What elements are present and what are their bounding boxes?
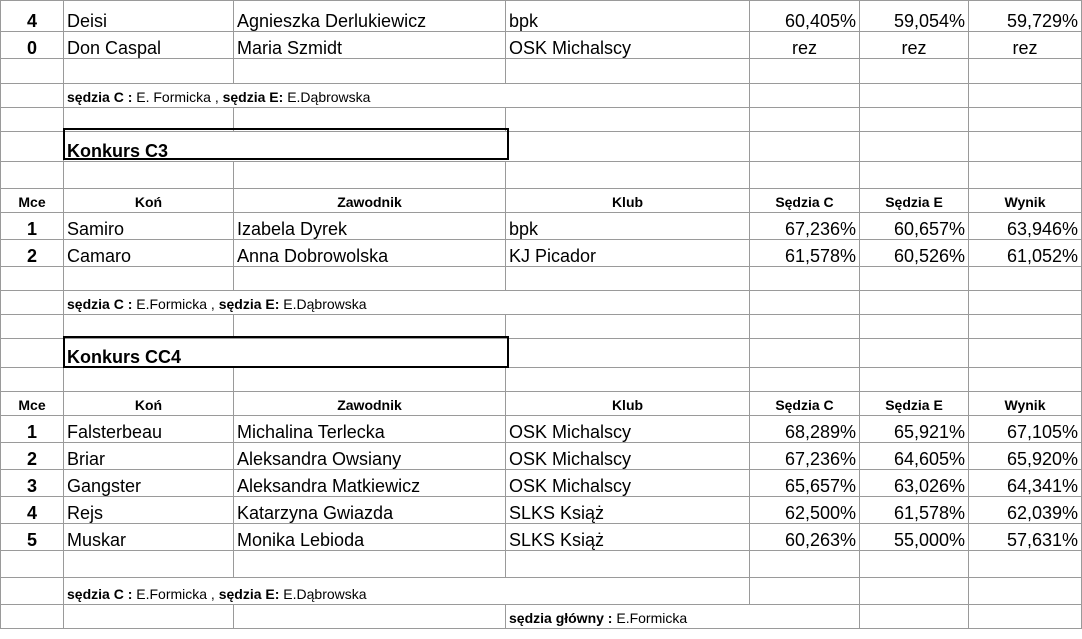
table-row [1, 240, 1082, 267]
place-cell: 4 [1, 497, 64, 524]
horse-cell: Falsterbeau [64, 416, 234, 443]
header-judge-c: Sędzia C [750, 392, 860, 416]
result-score: 65,920% [969, 443, 1082, 470]
chief-judge-label: sędzia główny : [509, 610, 613, 626]
place-cell: 4 [1, 1, 64, 32]
header-rider: Zawodnik [234, 392, 506, 416]
judge-e-score: 60,657% [860, 213, 969, 240]
horse-cell: Briar [64, 443, 234, 470]
judges-cell [64, 84, 750, 108]
header-club: Klub [506, 392, 750, 416]
judge-c-name: E. Formicka , [132, 89, 219, 105]
judge-c-score: 67,236% [750, 443, 860, 470]
club-cell: SLKS Książ [506, 497, 750, 524]
empty-row [1, 551, 1082, 578]
judge-e-name: E.Dąbrowska [279, 586, 367, 602]
horse-cell: Camaro [64, 240, 234, 267]
judge-e-score: 65,921% [860, 416, 969, 443]
judge-c-score: 67,236% [750, 213, 860, 240]
chief-judge-cell [506, 605, 860, 629]
judges-row [1, 291, 1082, 315]
result-score: 61,052% [969, 240, 1082, 267]
header-result: Wynik [969, 189, 1082, 213]
competition-title: Konkurs CC4 [64, 339, 750, 368]
place-cell: 3 [1, 470, 64, 497]
competition-title-row [1, 132, 1082, 162]
club-cell: OSK Michalscy [506, 32, 750, 59]
header-row [1, 189, 1082, 213]
table-row [1, 32, 1082, 59]
horse-cell: Gangster [64, 470, 234, 497]
place-cell: 2 [1, 443, 64, 470]
judge-c-score: 61,578% [750, 240, 860, 267]
header-rider: Zawodnik [234, 189, 506, 213]
rider-cell: Michalina Terlecka [234, 416, 506, 443]
judge-e-score: 55,000% [860, 524, 969, 551]
club-cell: bpk [506, 213, 750, 240]
table-row [1, 497, 1082, 524]
club-cell: OSK Michalscy [506, 416, 750, 443]
rider-cell: Aleksandra Matkiewicz [234, 470, 506, 497]
judge-e-label: sędzia E: [218, 586, 280, 602]
horse-cell: Rejs [64, 497, 234, 524]
rider-cell: Monika Lebioda [234, 524, 506, 551]
horse-cell: Samiro [64, 213, 234, 240]
place-cell: 1 [1, 213, 64, 240]
judges-row [1, 578, 1082, 605]
empty-row [1, 315, 1082, 339]
judge-c-name: E.Formicka , [132, 586, 215, 602]
result-score: 63,946% [969, 213, 1082, 240]
club-cell: KJ Picador [506, 240, 750, 267]
judge-e-score: 59,054% [860, 1, 969, 32]
judge-c-score: rez [750, 32, 860, 59]
judge-c-score: 68,289% [750, 416, 860, 443]
judge-e-label: sędzia E: [222, 89, 284, 105]
judge-e-score: 60,526% [860, 240, 969, 267]
table-row [1, 1, 1082, 32]
result-score: 62,039% [969, 497, 1082, 524]
place-cell: 5 [1, 524, 64, 551]
rider-cell: Maria Szmidt [234, 32, 506, 59]
header-mce: Mce [1, 189, 64, 213]
result-score: 67,105% [969, 416, 1082, 443]
header-judge-e: Sędzia E [860, 392, 969, 416]
header-horse: Koń [64, 392, 234, 416]
judge-e-score: rez [860, 32, 969, 59]
judge-c-name: E.Formicka , [132, 296, 215, 312]
judges-cell [64, 291, 750, 315]
header-row [1, 392, 1082, 416]
judge-e-label: sędzia E: [218, 296, 280, 312]
horse-cell: Muskar [64, 524, 234, 551]
header-horse: Koń [64, 189, 234, 213]
judge-c-score: 60,263% [750, 524, 860, 551]
table-row [1, 470, 1082, 497]
judge-c-score: 60,405% [750, 1, 860, 32]
rider-cell: Anna Dobrowolska [234, 240, 506, 267]
header-mce: Mce [1, 392, 64, 416]
empty-row [1, 59, 1082, 84]
empty-row [1, 267, 1082, 291]
judge-c-score: 65,657% [750, 470, 860, 497]
chief-judge-row [1, 605, 1082, 629]
horse-cell: Deisi [64, 1, 234, 32]
club-cell: SLKS Książ [506, 524, 750, 551]
competition-title: Konkurs C3 [64, 132, 750, 162]
place-cell: 2 [1, 240, 64, 267]
judge-e-name: E.Dąbrowska [279, 296, 367, 312]
place-cell: 1 [1, 416, 64, 443]
header-judge-c: Sędzia C [750, 189, 860, 213]
chief-judge-name: E.Formicka [612, 610, 688, 626]
empty-row [1, 108, 1082, 132]
empty-row [1, 368, 1082, 392]
judge-e-score: 64,605% [860, 443, 969, 470]
judge-c-label: sędzia C : [67, 296, 133, 312]
judges-cell [64, 578, 750, 605]
rider-cell: Agnieszka Derlukiewicz [234, 1, 506, 32]
judge-e-score: 61,578% [860, 497, 969, 524]
horse-cell: Don Caspal [64, 32, 234, 59]
table-row [1, 213, 1082, 240]
table-row [1, 416, 1082, 443]
result-score: rez [969, 32, 1082, 59]
header-club: Klub [506, 189, 750, 213]
club-cell: bpk [506, 1, 750, 32]
competition-title-row [1, 339, 1082, 368]
judge-e-score: 63,026% [860, 470, 969, 497]
result-score: 57,631% [969, 524, 1082, 551]
table-row [1, 524, 1082, 551]
club-cell: OSK Michalscy [506, 470, 750, 497]
judge-c-label: sędzia C : [67, 586, 133, 602]
empty-row [1, 162, 1082, 189]
rider-cell: Katarzyna Gwiazda [234, 497, 506, 524]
header-judge-e: Sędzia E [860, 189, 969, 213]
judges-row [1, 84, 1082, 108]
judge-c-label: sędzia C : [67, 89, 133, 105]
place-cell: 0 [1, 32, 64, 59]
rider-cell: Izabela Dyrek [234, 213, 506, 240]
result-score: 59,729% [969, 1, 1082, 32]
club-cell: OSK Michalscy [506, 443, 750, 470]
judge-c-score: 62,500% [750, 497, 860, 524]
table-row [1, 443, 1082, 470]
rider-cell: Aleksandra Owsiany [234, 443, 506, 470]
result-score: 64,341% [969, 470, 1082, 497]
header-result: Wynik [969, 392, 1082, 416]
judge-e-name: E.Dąbrowska [283, 89, 371, 105]
